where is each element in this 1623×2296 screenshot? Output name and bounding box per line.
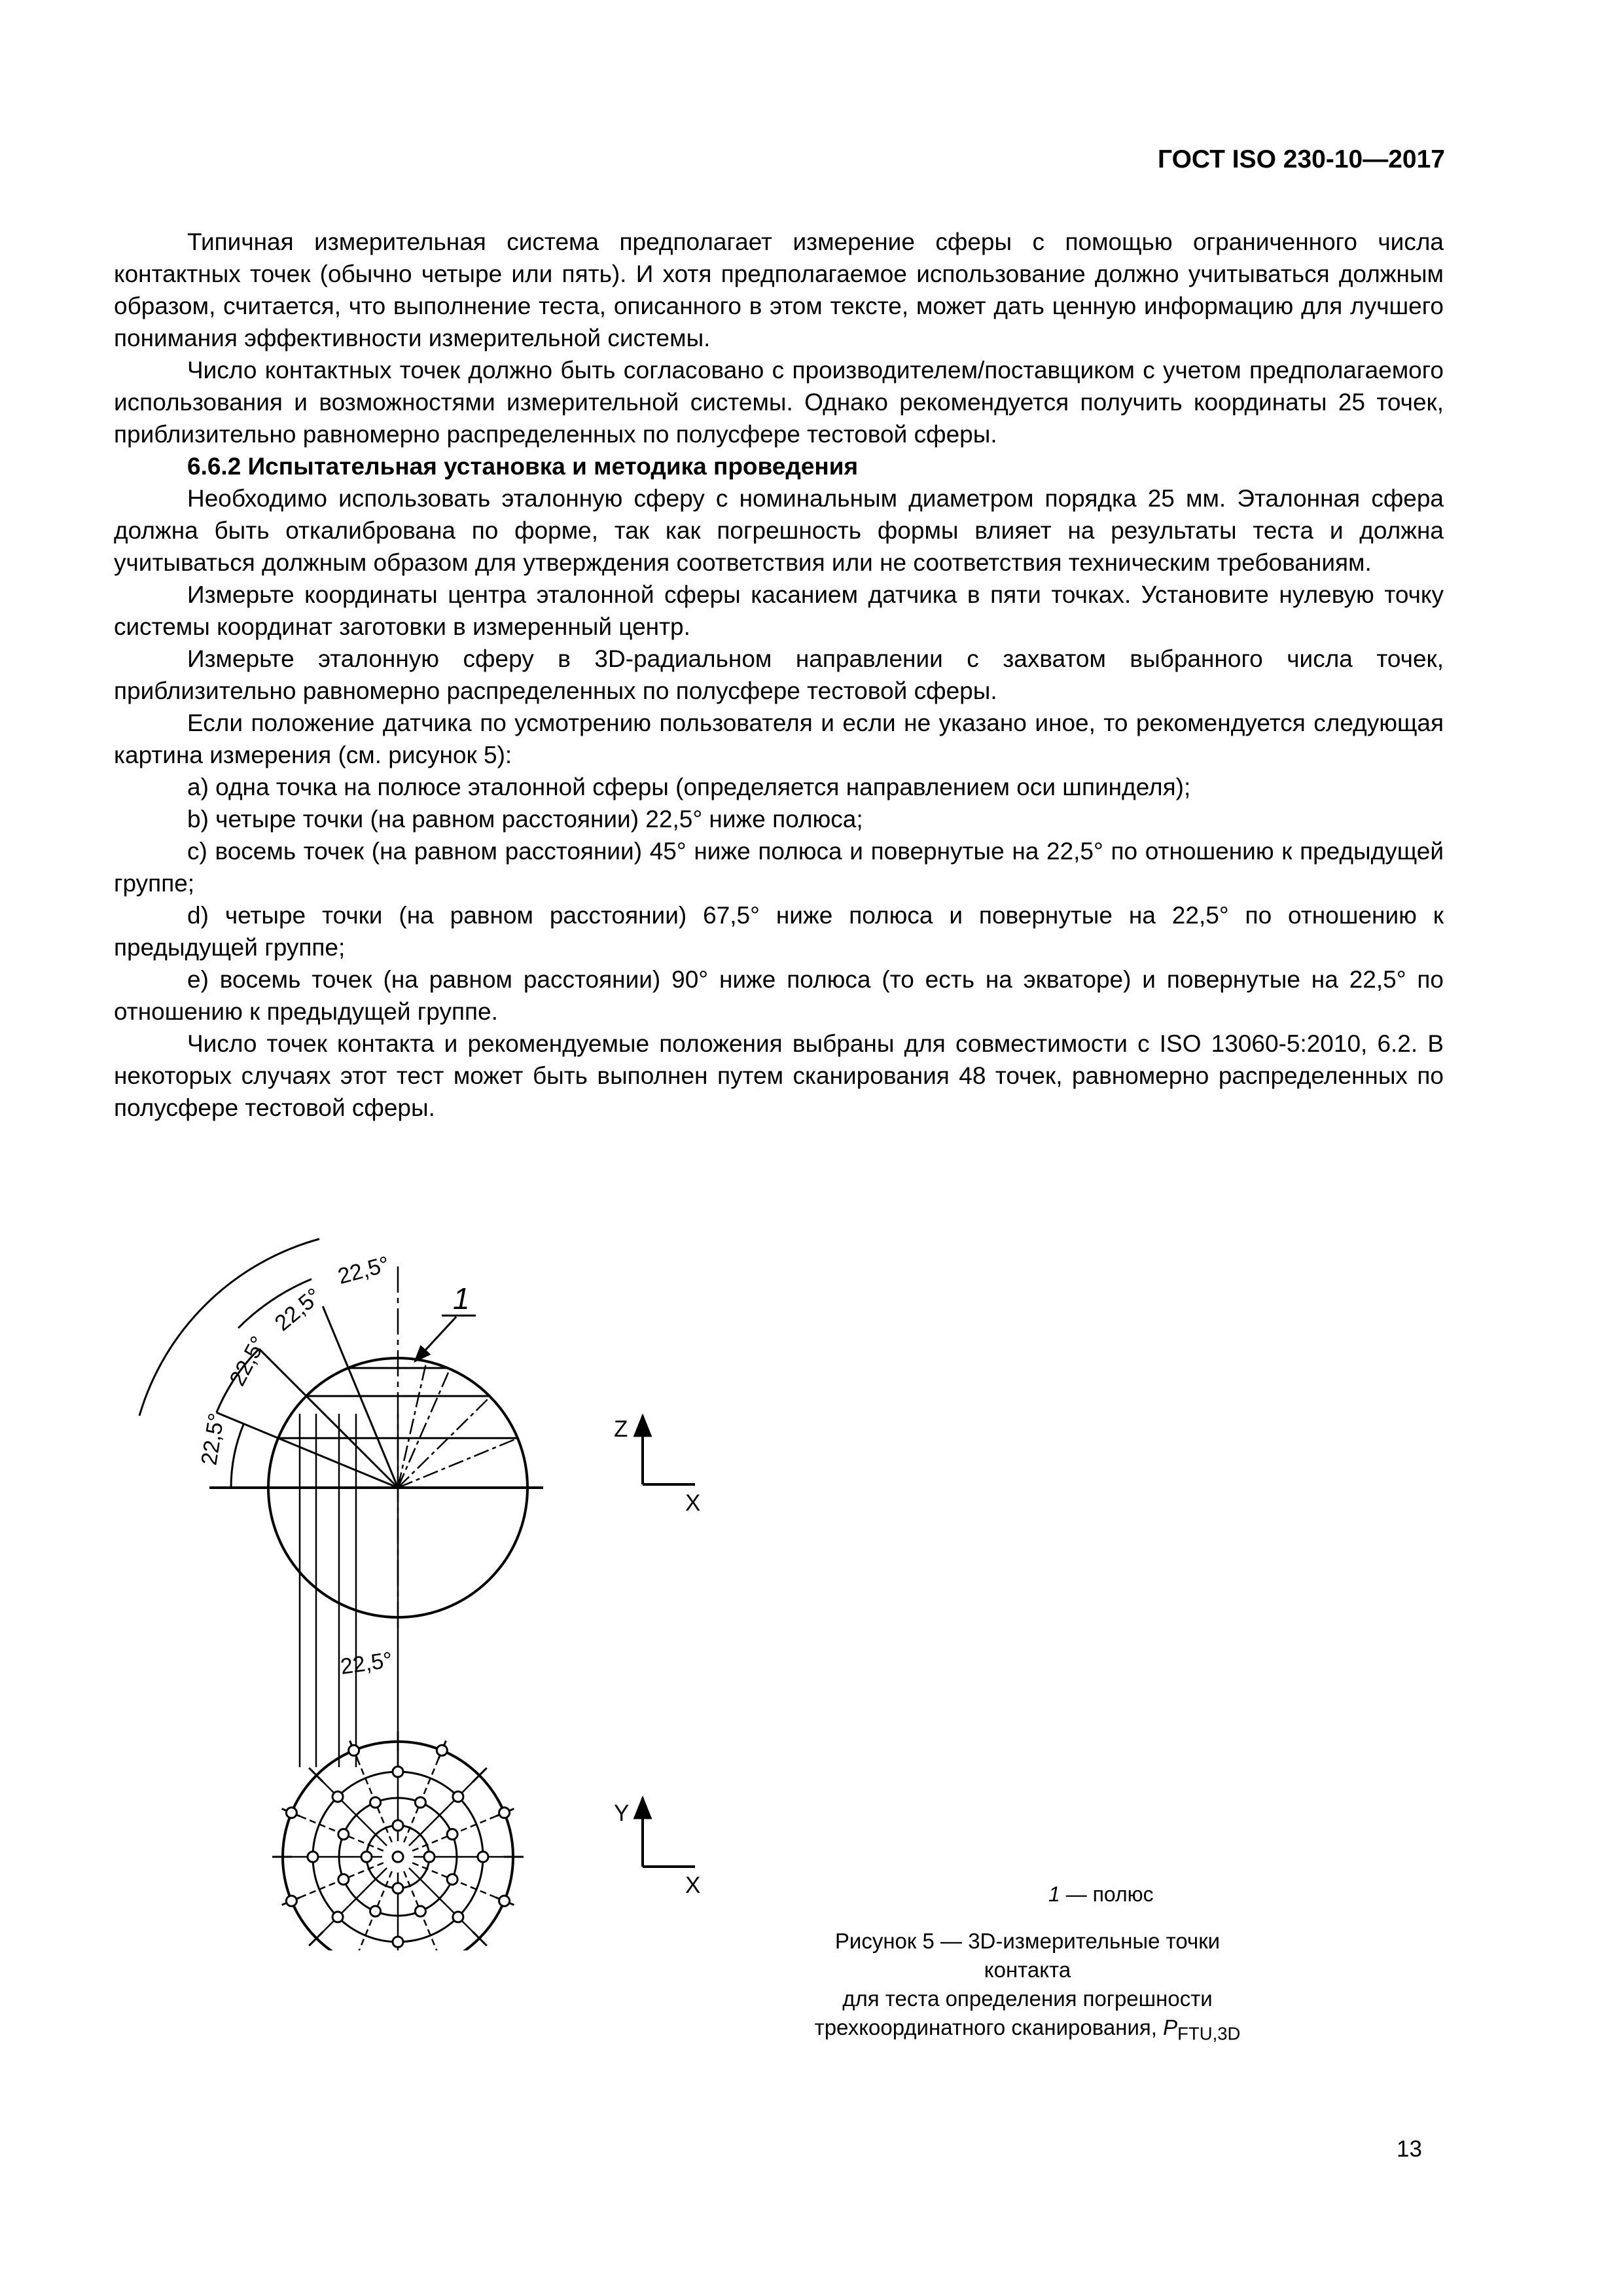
contact-point	[415, 1797, 425, 1808]
contact-point	[370, 1906, 381, 1916]
contact-point	[424, 1852, 435, 1862]
contact-point	[478, 1852, 488, 1862]
contact-point	[286, 1895, 296, 1906]
axis-z-label: Z	[614, 1416, 628, 1442]
document-id-header: ГОСТ ISO 230-10—2017	[1158, 145, 1445, 173]
spoke-8	[291, 1863, 383, 1901]
angle-label-3: 22,5°	[270, 1283, 327, 1336]
caption-line	[805, 2013, 1250, 2049]
caption-subscript: FTU,3D	[1177, 2023, 1241, 2044]
contact-point	[453, 1791, 463, 1802]
legend-number: 1	[1048, 1882, 1060, 1906]
contact-point	[286, 1808, 296, 1818]
contact-point	[499, 1808, 510, 1818]
angle-label-top-view: 22,5°	[338, 1647, 395, 1679]
spoke-12	[354, 1750, 392, 1842]
paragraph: Необходимо использовать эталонную сферу с номинальным диаметром порядка 25 мм. Эталонная сфера должна быть откалибрована по форме, так как погрешность формы влияет на результаты теста и должна учитываться должным образом для утверждения соответствия или не соответствия техническим требованиям.	[114, 485, 1444, 576]
list-item: a) одна точка на полюсе эталонной сферы (определяется направлением оси шпинделя);	[187, 774, 1191, 800]
center-ray-2	[398, 1396, 491, 1488]
body-text	[114, 226, 1444, 1124]
contact-point	[453, 1912, 463, 1922]
contact-point	[393, 1820, 403, 1831]
caption-line: для теста определения погрешности	[842, 1986, 1213, 2011]
section-heading: 6.6.2 Испытательная установка и методика проведения	[187, 453, 859, 480]
contact-point	[393, 1767, 403, 1777]
legend-text: — полюс	[1060, 1882, 1154, 1906]
contact-point	[349, 1745, 359, 1755]
paragraph: Число точек контакта и рекомендуемые положения выбраны для совместимости с ISO 13060-5:2010, 6.2. В некоторых случаях этот тест может быть выполнен путем сканирования 48 точек, равномерно распределенных по полусфере тестовой сферы.	[114, 1030, 1444, 1121]
paragraph: Измерьте эталонную сферу в 3D-радиальном направлении с захватом выбранного числа точек, приблизительно равномерно распределенных по полусфере тестовой сферы.	[114, 645, 1444, 704]
axis-yx	[643, 1798, 695, 1867]
contact-point	[332, 1791, 343, 1802]
axis-x-label: X	[685, 1490, 701, 1516]
angle-label-2: 22,5°	[224, 1332, 272, 1390]
caption-line: Рисунок 5 — 3D-измерительные точки контакта	[834, 1929, 1221, 1982]
list-item: c) восемь точек (на равном расстоянии) 45° ниже полюса и повернутые на 22,5° по отношению к предыдущей группе;	[114, 838, 1444, 897]
contact-point	[499, 1895, 510, 1906]
list-item: e) восемь точек (на равном расстоянии) 90° ниже полюса (то есть на экваторе) и повернутые на 22,5° по отношению к предыдущей группе.	[114, 966, 1444, 1025]
center-ray-4	[398, 1361, 427, 1488]
figure-legend	[1048, 1882, 1154, 1907]
contact-point	[447, 1829, 457, 1840]
contact-point	[338, 1874, 349, 1884]
angle-label-1: 22,5°	[196, 1411, 230, 1467]
angle-label-4: 22,5°	[335, 1251, 393, 1289]
contact-point	[361, 1852, 372, 1862]
spoke-10	[291, 1813, 383, 1851]
center-ray-1	[398, 1438, 518, 1488]
contact-point	[393, 1883, 403, 1893]
paragraph: Если положение датчика по усмотрению пользователя и если не указано иное, то рекомендуется следующая картина измерения (см. рисунок 5):	[114, 709, 1444, 768]
side-view	[139, 1239, 543, 1630]
list-item: d) четыре точки (на равном расстоянии) 67,5° ниже полюса и повернутые на 22,5° по отношению к предыдущей группе;	[114, 902, 1444, 961]
callout-pole-label: 1	[453, 1282, 470, 1316]
caption-line-text: трехкоординатного сканирования,	[814, 2015, 1157, 2039]
contact-point	[447, 1874, 457, 1884]
page-number: 13	[1397, 2136, 1422, 2162]
contact-point-pole	[393, 1852, 403, 1862]
paragraph: Типичная измерительная система предполагает измерение сферы с помощью ограниченного числа контактных точек (обычно четыре или пять). И хотя предполагаемое использование должно учитываться должным образом, считается, что выполнение теста, описанного в этом тексте, может дать ценную информацию для лучшего понимания эффективности измерительной системы.	[114, 228, 1444, 351]
angle-ray-2	[259, 1349, 398, 1488]
contact-point	[332, 1912, 343, 1922]
figure-diagram	[0, 1230, 1623, 1950]
list-item: b) четыре точки (на равном расстоянии) 22,5° ниже полюса;	[187, 806, 863, 833]
caption-symbol: P	[1163, 2015, 1178, 2039]
contact-point	[437, 1745, 447, 1755]
axis-x-label-bottom: X	[685, 1873, 701, 1898]
spoke-2	[412, 1863, 504, 1901]
contact-point	[393, 1937, 403, 1947]
dimension-arc-1	[231, 1424, 243, 1488]
contact-point	[415, 1906, 425, 1916]
axis-y-label: Y	[614, 1801, 630, 1826]
paragraph: Измерьте координаты центра эталонной сферы касанием датчика в пяти точках. Установите нулевую точку системы координат заготовки в измеренный центр.	[114, 581, 1444, 640]
paragraph: Число контактных точек должно быть согласовано с производителем/поставщиком с учетом предполагаемого использования и возможностями измерительной системы. Однако рекомендуется получить координаты 25 точек, приблизительно равномерно распределенных по полусфере тестовой сферы.	[114, 357, 1444, 448]
axis-zx	[643, 1416, 695, 1484]
spoke-14	[404, 1750, 442, 1842]
callout-arrow	[415, 1317, 456, 1361]
spoke-16	[412, 1813, 504, 1851]
contact-point	[308, 1852, 318, 1862]
figure-caption	[805, 1927, 1250, 2049]
contact-point	[338, 1829, 349, 1840]
contact-point	[370, 1797, 381, 1808]
